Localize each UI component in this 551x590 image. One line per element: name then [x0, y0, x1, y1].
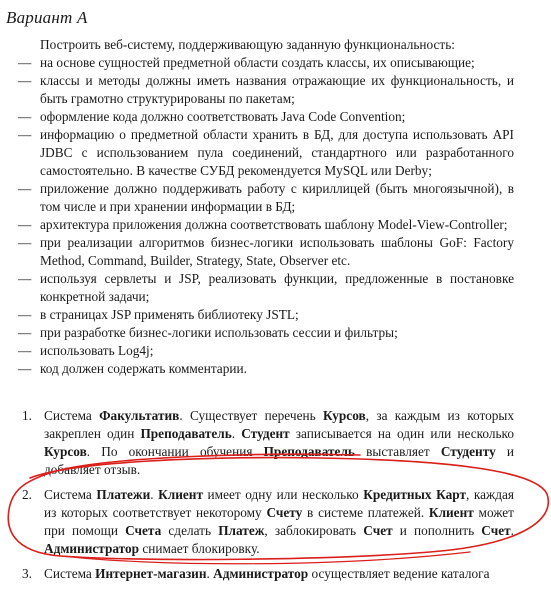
system-text-run: выставляет	[354, 444, 441, 459]
entity-term: Кредитных Карт	[363, 487, 466, 502]
system-number: 2.	[22, 487, 32, 502]
requirement-item: — оформление кода должно соответствовать Java Code Convention;	[18, 108, 514, 126]
system-text-run: имеет одну или несколько	[202, 487, 364, 502]
system-text-run: Система	[44, 566, 96, 581]
requirement-item: — использовать Log4j;	[18, 342, 514, 360]
entity-term: Студенту	[440, 444, 496, 459]
system-text-run: и пополнить	[392, 523, 482, 538]
system-item	[18, 565, 514, 583]
system-text-run: может при помощи	[44, 505, 514, 538]
system-number: 3.	[22, 566, 32, 581]
system-text-run: Система	[44, 487, 97, 502]
requirement-item: — код должен содержать комментарии.	[18, 360, 514, 378]
system-text-run: . Существует перечень	[179, 408, 323, 423]
system-text-run: .	[150, 487, 159, 502]
entity-term: Клиент	[158, 487, 203, 502]
system-text-run: снимает блокировку.	[139, 541, 260, 556]
variant-heading: Вариант А	[6, 8, 88, 27]
requirements-list	[18, 54, 514, 378]
system-item	[18, 407, 514, 479]
system-item-highlighted	[18, 486, 514, 558]
system-number: 1.	[22, 408, 32, 423]
entity-term: Платежи	[96, 487, 151, 502]
requirement-item: — в страницах JSP применять библиотеку JSTL;	[18, 306, 514, 324]
entity-term: Интернет-магазин	[95, 566, 207, 581]
requirement-item: — при разработке бизнес-логики использовать сессии и фильтры;	[18, 324, 514, 342]
requirement-item: — на основе сущностей предметной области создать классы, их описывающие;	[18, 54, 514, 72]
requirement-item: — используя сервлеты и JSP, реализовать функции, предложенные в постановке конкретной задачи;	[18, 270, 514, 306]
system-text-run: .	[510, 523, 514, 538]
system-description	[44, 408, 514, 477]
entity-term: Курсов	[44, 444, 87, 459]
system-text-run: Система	[44, 408, 100, 423]
intro-paragraph: Построить веб-систему, поддерживающую заданную функциональность:	[40, 37, 455, 52]
system-text-run: сделать	[161, 523, 219, 538]
system-text-run: записывается на один или несколько	[289, 426, 514, 441]
entity-term: Счету	[266, 505, 303, 520]
system-text-run: , каждая из которых соответствует некоторому	[44, 487, 515, 520]
entity-term: Счет	[481, 523, 511, 538]
systems-list	[18, 407, 514, 590]
system-text-run: .	[231, 426, 242, 441]
entity-term: Платеж	[218, 523, 265, 538]
requirement-item: — при реализации алгоритмов бизнес-логики использовать шаблоны GoF: Factory Method, Command, Builder, Strategy, State, Observer etc.	[18, 234, 514, 270]
system-text-run: . По окончании обучения	[86, 444, 264, 459]
requirement-item: — приложение должно поддерживать работу с кириллицей (быть многоязычной), в том числе и при хранении информации в БД;	[18, 180, 514, 216]
system-text-run: и добавляет отзыв.	[44, 444, 514, 477]
entity-term: Администратор	[213, 566, 309, 581]
system-description	[44, 566, 489, 581]
system-text-run: осуществляет ведение каталога	[308, 566, 490, 581]
entity-term: Клиент	[428, 505, 474, 520]
system-text-run: .	[206, 566, 214, 581]
entity-term: Администратор	[44, 541, 140, 556]
entity-term: Преподаватель	[263, 444, 355, 459]
entity-term: Студент	[241, 426, 290, 441]
requirement-item: — архитектура приложения должна соответствовать шаблону Model-View-Controller;	[18, 216, 514, 234]
entity-term: Факультатив	[99, 408, 180, 423]
requirement-item: — информацию о предметной области хранить в БД, для доступа использовать API JDBC с использованием пула соединений, стандартного или разработанного самостоятельно. В качестве СУБД рекомендуется MySQL или Derby;	[18, 126, 514, 180]
entity-term: Счета	[125, 523, 162, 538]
entity-term: Курсов	[322, 408, 366, 423]
requirement-item: — классы и методы должны иметь названия отражающие их функциональность, и быть грамотно структурированы по пакетам;	[18, 72, 514, 108]
system-text-run: , заблокировать	[264, 523, 364, 538]
entity-term: Счет	[363, 523, 393, 538]
system-text-run: в системе платежей.	[302, 505, 429, 520]
system-description	[44, 487, 514, 556]
system-text-run: , за каждым из которых закреплен один	[44, 408, 514, 441]
entity-term: Преподаватель	[140, 426, 232, 441]
